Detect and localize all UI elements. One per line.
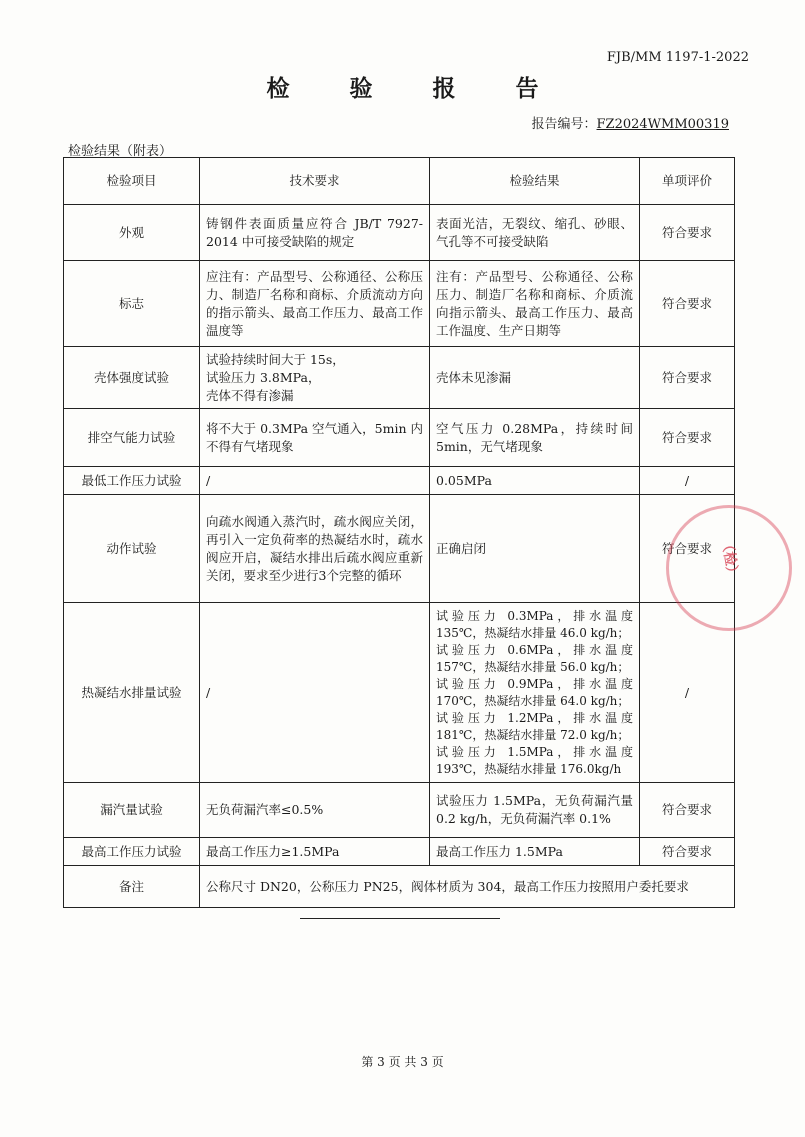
seal-text: （检） — [717, 536, 741, 581]
table-row — [64, 838, 735, 866]
verdict-cell: 符合要求 — [640, 838, 735, 866]
table-row — [64, 603, 735, 783]
result-cell: 试验压力 1.5MPa，无负荷漏汽量 0.2 kg/h，无负荷漏汽率 0.1% — [430, 783, 640, 838]
table-row — [64, 205, 735, 261]
result-cell: 最高工作压力 1.5MPa — [430, 838, 640, 866]
page-number: 第 3 页 共 3 页 — [361, 1055, 444, 1069]
header-verdict: 单项评价 — [640, 158, 735, 205]
requirement-cell: / — [200, 603, 430, 783]
requirement-cell: 无负荷漏汽率≤0.5% — [200, 783, 430, 838]
result-cell: 空气压力 0.28MPa，持续时间 5min，无气堵现象 — [430, 409, 640, 467]
report-number-label: 报告编号： — [531, 117, 597, 132]
header-result: 检验结果 — [430, 158, 640, 205]
item-cell: 漏汽量试验 — [64, 783, 200, 838]
table-row — [64, 467, 735, 495]
verdict-cell: / — [640, 467, 735, 495]
result-cell: 0.05MPa — [430, 467, 640, 495]
verdict-cell: 符合要求 — [640, 347, 735, 409]
page-title: 检 验 报 告 — [266, 75, 565, 102]
result-cell: 表面光洁，无裂纹、缩孔、砂眼、气孔等不可接受缺陷 — [430, 205, 640, 261]
item-cell: 最低工作压力试验 — [64, 467, 200, 495]
document-code: FJB/MM 1197-1-2022 — [606, 50, 749, 65]
requirement-cell: 向疏水阀通入蒸汽时，疏水阀应关闭，再引入一定负荷率的热凝结水时，疏水阀应开启，凝结水排出后疏水阀应重新关闭，要求至少进行3个完整的循环 — [200, 495, 430, 603]
table-row — [64, 261, 735, 347]
item-cell: 标志 — [64, 261, 200, 347]
item-cell: 外观 — [64, 205, 200, 261]
result-cell: 壳体未见渗漏 — [430, 347, 640, 409]
header-item: 检验项目 — [64, 158, 200, 205]
requirement-cell: 将不大于 0.3MPa 空气通入，5min 内不得有气堵现象 — [200, 409, 430, 467]
verdict-cell: 符合要求 — [640, 495, 735, 603]
report-number-value: FZ2024WMM00319 — [596, 117, 729, 132]
item-cell: 动作试验 — [64, 495, 200, 603]
table-caption: 检验结果（附表） — [68, 144, 173, 159]
table-row — [64, 783, 735, 838]
requirement-cell: 铸钢件表面质量应符合 JB/T 7927-2014 中可接受缺陷的规定 — [200, 205, 430, 261]
verdict-cell: 符合要求 — [640, 409, 735, 467]
remark-row — [64, 866, 735, 908]
table-row — [64, 409, 735, 467]
verdict-cell: 符合要求 — [640, 783, 735, 838]
item-cell: 热凝结水排量试验 — [64, 603, 200, 783]
verdict-cell: 符合要求 — [640, 261, 735, 347]
requirement-cell: 试验持续时间大于 15s， 试验压力 3.8MPa， 壳体不得有渗漏 — [200, 347, 430, 409]
verdict-cell: / — [640, 603, 735, 783]
result-cell: 试验压力 0.3MPa，排水温度 135℃，热凝结水排量 46.0 kg/h； 试验压力 0.6MPa，排水温度 157℃，热凝结水排量 56.0 kg/h； 试验压力 0.9MPa，排水温度 170℃，热凝结水排量 64.0 kg/h； 试验压力 1.2MPa，排水温度 181℃，热凝结水排量 72.0 kg/h； 试验压力 1.5MPa，排水温度 193℃，热凝结水排量 176.0kg/h — [430, 603, 640, 783]
seal-icon — [669, 508, 789, 628]
table-row — [64, 495, 735, 603]
result-cell: 正确启闭 — [430, 495, 640, 603]
item-cell: 最高工作压力试验 — [64, 838, 200, 866]
requirement-cell: 应注有：产品型号、公称通径、公称压力、制造厂名称和商标、介质流动方向的指示箭头、最高工作压力、最高工作温度等 — [200, 261, 430, 347]
requirement-cell: 最高工作压力≥1.5MPa — [200, 838, 430, 866]
remark-label: 备注 — [64, 866, 200, 908]
table-row — [64, 347, 735, 409]
header-requirement: 技术要求 — [200, 158, 430, 205]
separator-line — [300, 918, 500, 919]
item-cell: 壳体强度试验 — [64, 347, 200, 409]
table-header-row — [64, 158, 735, 205]
item-cell: 排空气能力试验 — [64, 409, 200, 467]
report-number — [532, 113, 730, 132]
requirement-cell: / — [200, 467, 430, 495]
result-cell: 注有：产品型号、公称通径、公称压力、制造厂名称和商标、介质流向指示箭头、最高工作压力、最高工作温度、生产日期等 — [430, 261, 640, 347]
results-table — [63, 157, 735, 908]
inspection-seal — [666, 505, 792, 631]
verdict-cell: 符合要求 — [640, 205, 735, 261]
remark-text: 公称尺寸 DN20，公称压力 PN25，阀体材质为 304，最高工作压力按照用户委托要求 — [200, 866, 735, 908]
